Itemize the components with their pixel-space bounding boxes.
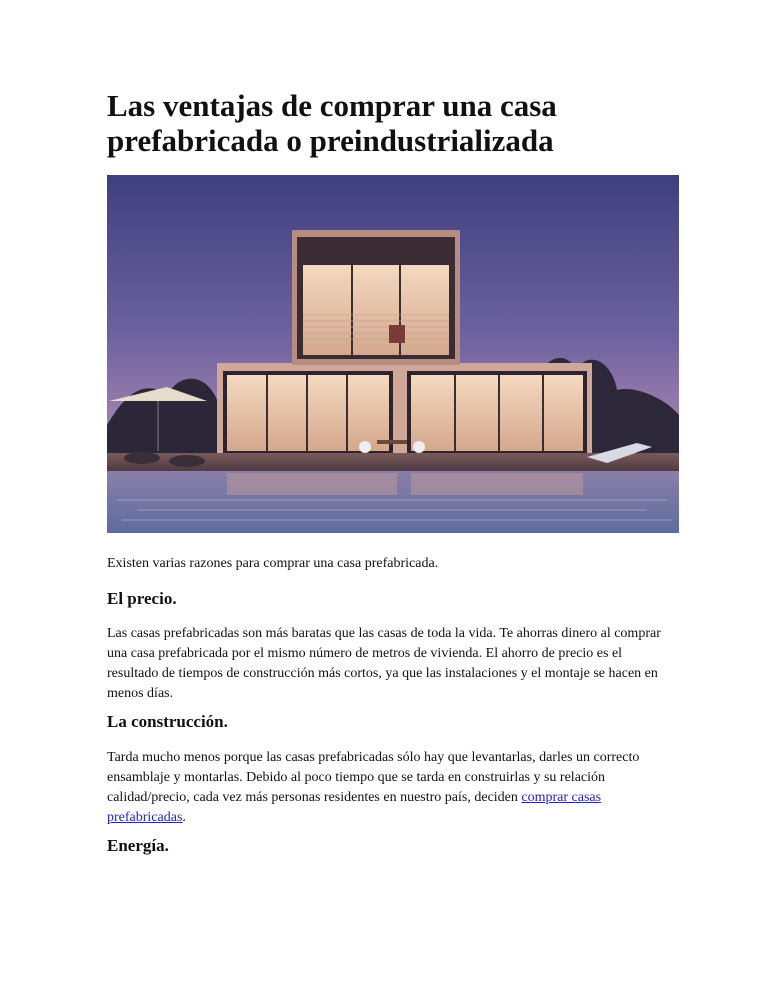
article-title xyxy=(107,88,687,158)
title-line-2: prefabricada o preindustrializada xyxy=(107,123,554,158)
house-illustration xyxy=(107,175,679,533)
paragraph-construccion xyxy=(107,748,667,828)
paragraph-precio: Las casas prefabricadas son más baratas que las casas de toda la vida. Te ahorras dinero al comprar una casa prefabricada por el mismo número de metros de vivienda. El ahorro de precio es el resultado de tiempos de construcción más cortos, ya que las instalaciones y el montaje se hacen en menos días. xyxy=(107,626,661,701)
heading-energia: Energía. xyxy=(107,836,169,855)
intro-paragraph: Existen varias razones para comprar una casa prefabricada. xyxy=(107,556,439,571)
paragraph-construccion-text: Tarda mucho menos porque las casas prefabricadas sólo hay que levantarlas, darles un correcto ensamblaje y montarlas. Debido al poco tiempo que se tarda en construirlas y su relación calidad/precio, cada vez más personas residentes en nuestro país, deciden xyxy=(107,750,640,805)
heading-construccion: La construcción. xyxy=(107,712,228,731)
comprar-casas-link[interactable]: comprar casas prefabricadas xyxy=(107,790,602,825)
title-line-1: Las ventajas de comprar una casa xyxy=(107,88,557,123)
heading-precio: El precio. xyxy=(107,589,177,608)
paragraph-construccion-end: . xyxy=(182,810,186,825)
house-photo xyxy=(107,175,679,533)
